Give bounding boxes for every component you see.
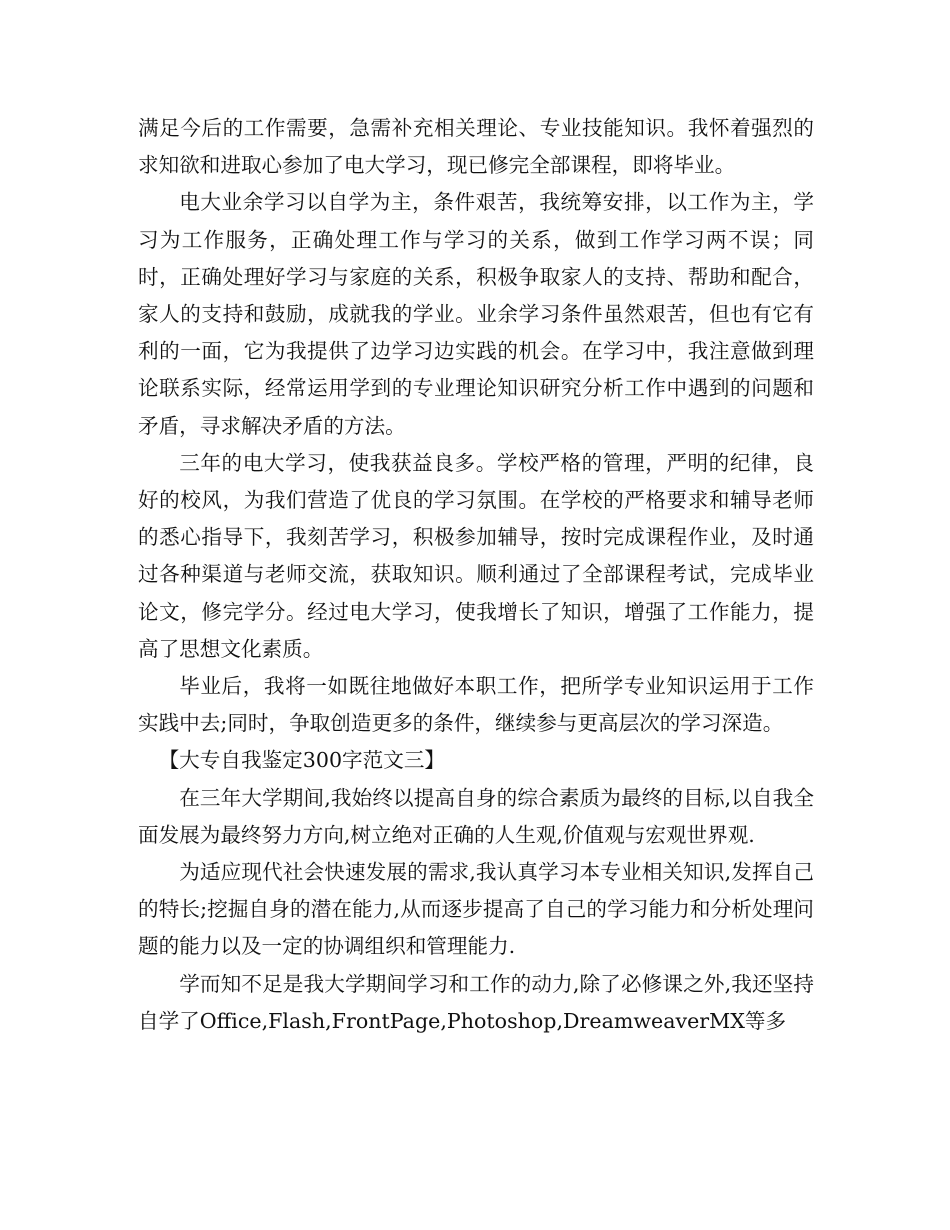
paragraph-4: 毕业后，我将一如既往地做好本职工作，把所学专业知识运用于工作实践中去;同时，争取创造更多的条件，继续参与更高层次的学习深造。 bbox=[138, 674, 814, 736]
paragraph-1: 满足今后的工作需要，急需补充相关理论、专业技能知识。我怀着强烈的求知欲和进取心参加了电大学习，现已修完全部课程，即将毕业。 bbox=[138, 116, 814, 178]
paragraph-2: 电大业余学习以自学为主，条件艰苦，我统筹安排，以工作为主，学习为工作服务，正确处理工作与学习的关系，做到工作学习两不误；同时，正确处理好学习与家庭的关系，积极争取家人的支持、帮助和配合，家人的支持和鼓励，成就我的学业。业余学习条件虽然艰苦，但也有它有利的一面，它为我提供了边学习边实践的机会。在学习中，我注意做到理论联系实际，经常运用学到的专业理论知识研究分析工作中遇到的问题和矛盾，寻求解决矛盾的方法。 bbox=[138, 190, 814, 438]
paragraph-7: 学而知不足是我大学期间学习和工作的动力,除了必修课之外,我还坚持自学了Office,Flash,FrontPage,Photoshop,DreamweaverMX等多 bbox=[138, 971, 814, 1033]
document-body bbox=[138, 110, 814, 1040]
section-heading: 【大专自我鉴定300字范文三】 bbox=[158, 748, 446, 773]
paragraph-6: 为适应现代社会快速发展的需求,我认真学习本专业相关知识,发挥自己的特长;挖掘自身的潜在能力,从而逐步提高了自己的学习能力和分析处理问题的能力以及一定的协调组织和管理能力. bbox=[138, 860, 814, 959]
paragraph-5: 在三年大学期间,我始终以提高自身的综合素质为最终的目标,以自我全面发展为最终努力方向,树立绝对正确的人生观,价值观与宏观世界观. bbox=[138, 785, 814, 847]
paragraph-3: 三年的电大学习，使我获益良多。学校严格的管理，严明的纪律，良好的校风，为我们营造了优良的学习氛围。在学校的严格要求和辅导老师的悉心指导下，我刻苦学习，积极参加辅导，按时完成课程作业，及时通过各种渠道与老师交流，获取知识。顺利通过了全部课程考试，完成毕业论文，修完学分。经过电大学习，使我增长了知识，增强了工作能力，提高了思想文化素质。 bbox=[138, 450, 814, 661]
